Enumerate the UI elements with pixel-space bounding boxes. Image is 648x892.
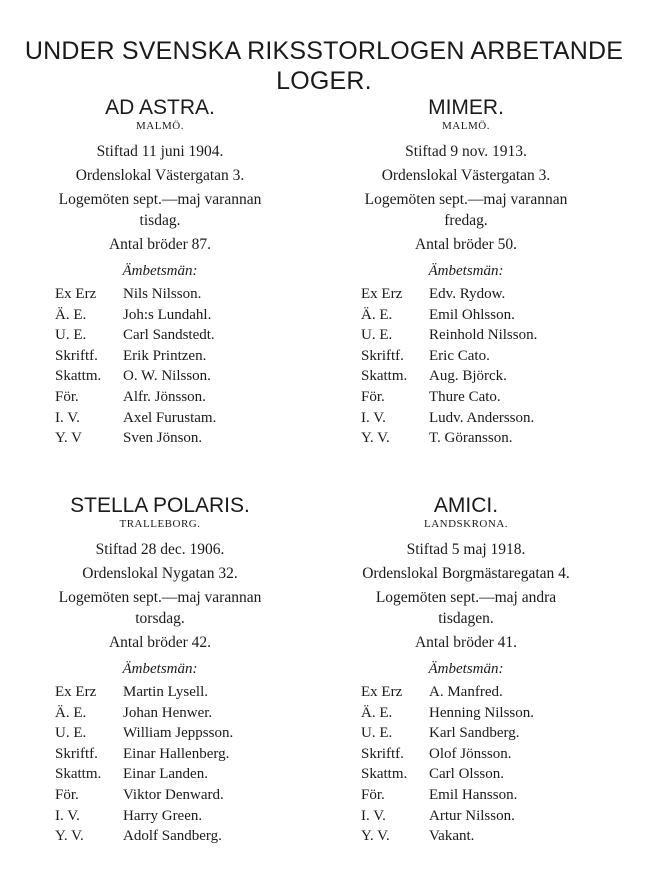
meeting-schedule-line-1: Logemöten sept.—maj varannan — [58, 589, 262, 606]
officer-row — [55, 723, 310, 744]
officer-title: För. — [55, 388, 79, 405]
officer-title: Ä. E. — [361, 306, 393, 323]
officer-title: Ex Erz — [361, 286, 403, 302]
lodge-city: MALMÖ. — [442, 120, 490, 132]
lodge-info — [316, 539, 616, 653]
officer-row — [55, 764, 310, 785]
officer-row — [55, 366, 310, 387]
officer-row — [361, 428, 616, 449]
officer-title: I. V. — [55, 409, 80, 426]
officer-row — [361, 305, 616, 326]
officer-name: Edv. Rydow. — [429, 286, 506, 302]
officer-name: Carl Olsson. — [429, 766, 504, 783]
officer-title: Skattm. — [55, 368, 102, 385]
officer-row — [361, 826, 616, 847]
page-title-line-2: LOGER. — [276, 67, 372, 95]
meeting-schedule-line-1: Logemöten sept.—maj andra — [375, 589, 557, 606]
officer-row — [361, 785, 616, 806]
officers-heading: Ämbetsmän: — [428, 661, 504, 677]
lodge-name: MIMER. — [428, 96, 504, 119]
lodge-info — [316, 141, 616, 255]
meeting-schedule — [10, 587, 310, 629]
officer-title: Ä. E. — [55, 704, 87, 721]
officer-name: Karl Sandberg. — [429, 725, 520, 742]
officer-name: Thure Cato. — [429, 388, 501, 405]
officer-name: Henning Nilsson. — [429, 704, 534, 721]
officer-title: U. E. — [361, 327, 393, 344]
officer-name: Adolf Sandberg. — [123, 828, 222, 845]
member-count: Antal bröder 87. — [108, 236, 211, 253]
officer-title: Y. V. — [361, 430, 390, 447]
officer-title: U. E. — [361, 725, 393, 742]
founded-date: Stiftad 5 maj 1918. — [406, 541, 526, 558]
officer-row — [55, 744, 310, 765]
officer-name: Carl Sandstedt. — [123, 327, 215, 344]
officer-name: O. W. Nilsson. — [123, 368, 211, 385]
officer-name: A. Manfred. — [429, 684, 503, 700]
meeting-schedule-line-2: tisdag. — [139, 212, 181, 229]
officer-name: Erik Printzen. — [123, 347, 207, 364]
officer-title: Skriftf. — [55, 347, 98, 364]
officers-heading: Ämbetsmän: — [122, 661, 198, 677]
officer-title: U. E. — [55, 725, 87, 742]
officer-title: U. E. — [55, 327, 87, 344]
officer-row — [55, 703, 310, 724]
lodge-hall: Ordenslokal Borgmästaregatan 4. — [362, 565, 570, 582]
lodge-info — [10, 539, 310, 653]
lodge-hall: Ordenslokal Västergatan 3. — [75, 167, 245, 184]
lodge-info — [10, 141, 310, 255]
officer-row — [361, 682, 616, 703]
officer-title: Ä. E. — [361, 704, 393, 721]
lodge-entry — [316, 494, 616, 847]
meeting-schedule-line-1: Logemöten sept.—maj varannan — [58, 191, 262, 208]
officer-row — [55, 408, 310, 429]
officer-title: Skattm. — [361, 368, 408, 385]
officer-name: Olof Jönsson. — [429, 745, 512, 762]
officer-title: I. V. — [55, 807, 80, 824]
officer-row — [361, 408, 616, 429]
officer-title: I. V. — [361, 409, 386, 426]
officer-row — [55, 806, 310, 827]
officer-name: Sven Jönson. — [123, 430, 203, 447]
officer-title: Ex Erz — [361, 684, 403, 700]
officer-name: Axel Furustam. — [123, 409, 217, 426]
officer-row — [361, 387, 616, 408]
officer-title: Ex Erz — [55, 286, 97, 302]
lodge-hall: Ordenslokal Nygatan 32. — [82, 565, 238, 582]
officer-list — [361, 682, 616, 847]
officer-title: För. — [55, 786, 79, 803]
officer-title: För. — [361, 388, 385, 405]
officer-title: I. V. — [361, 807, 386, 824]
officer-row — [55, 428, 310, 449]
officer-name: Einar Landen. — [123, 766, 208, 783]
lodge-entry — [10, 494, 310, 847]
officer-name: Nils Nilsson. — [123, 286, 202, 302]
meeting-schedule — [316, 587, 616, 629]
member-count: Antal bröder 41. — [414, 634, 517, 651]
officer-row — [361, 366, 616, 387]
officer-title: För. — [361, 786, 385, 803]
officer-row — [361, 703, 616, 724]
officer-title: Skriftf. — [55, 745, 98, 762]
lodge-hall: Ordenslokal Västergatan 3. — [381, 167, 551, 184]
meeting-schedule — [10, 189, 310, 231]
officer-title: Y. V — [55, 430, 82, 447]
meeting-schedule-line-2: torsdag. — [135, 610, 185, 627]
officer-row — [55, 346, 310, 367]
officer-row — [55, 785, 310, 806]
officer-name: Reinhold Nilsson. — [429, 327, 538, 344]
officer-name: Alfr. Jönsson. — [123, 388, 206, 405]
officer-row — [55, 387, 310, 408]
officer-name: Viktor Denward. — [123, 786, 224, 803]
officer-row — [55, 284, 310, 305]
officer-row — [55, 826, 310, 847]
officer-row — [361, 284, 616, 305]
officer-title: Skattm. — [361, 766, 408, 783]
officer-title: Skriftf. — [361, 745, 404, 762]
officer-title: Skattm. — [55, 766, 102, 783]
page-title-line-1: UNDER SVENSKA RIKSSTORLOGEN ARBETANDE — [24, 37, 624, 65]
officer-name: Harry Green. — [123, 807, 203, 824]
officer-name: Johan Henwer. — [123, 704, 213, 721]
lodge-entry — [10, 96, 310, 449]
officer-name: Eric Cato. — [429, 347, 490, 364]
officer-name: Vakant. — [429, 828, 475, 845]
officer-title: Y. V. — [55, 828, 84, 845]
meeting-schedule — [316, 189, 616, 231]
officer-name: T. Göransson. — [429, 430, 513, 447]
officer-name: Martin Lysell. — [123, 684, 208, 700]
officer-name: Artur Nilsson. — [429, 807, 515, 824]
lodge-entry — [316, 96, 616, 449]
founded-date: Stiftad 11 juni 1904. — [96, 143, 224, 160]
lodge-name: AMICI. — [433, 494, 499, 517]
officer-title: Ex Erz — [55, 684, 97, 700]
officer-row — [361, 346, 616, 367]
officer-title: Skriftf. — [361, 347, 404, 364]
officer-title: Ä. E. — [55, 306, 87, 323]
officer-name: Emil Ohlsson. — [429, 306, 515, 323]
officer-name: Aug. Björck. — [429, 368, 507, 385]
lodge-city: MALMÖ. — [136, 120, 184, 132]
meeting-schedule-line-2: tisdagen. — [438, 610, 494, 627]
officer-title: Y. V. — [361, 828, 390, 845]
officer-row — [361, 723, 616, 744]
meeting-schedule-line-2: fredag. — [444, 212, 488, 229]
officer-row — [361, 764, 616, 785]
officer-row — [55, 305, 310, 326]
officer-row — [361, 806, 616, 827]
member-count: Antal bröder 50. — [414, 236, 517, 253]
founded-date: Stiftad 9 nov. 1913. — [405, 143, 527, 160]
officers-heading: Ämbetsmän: — [122, 263, 198, 279]
officers-heading: Ämbetsmän: — [428, 263, 504, 279]
member-count: Antal bröder 42. — [108, 634, 211, 651]
officer-name: Ludv. Andersson. — [429, 409, 535, 426]
officer-name: Joh:s Lundahl. — [123, 306, 212, 323]
officer-list — [361, 284, 616, 449]
officer-row — [55, 682, 310, 703]
meeting-schedule-line-1: Logemöten sept.—maj varannan — [364, 191, 568, 208]
officer-row — [55, 325, 310, 346]
founded-date: Stiftad 28 dec. 1906. — [95, 541, 225, 558]
officer-list — [55, 682, 310, 847]
lodge-city: LANDSKRONA. — [423, 518, 509, 530]
officer-name: Einar Hallenberg. — [123, 745, 230, 762]
lodge-name: AD ASTRA. — [105, 96, 215, 119]
officer-row — [361, 325, 616, 346]
officer-list — [55, 284, 310, 449]
officer-name: Emil Hansson. — [429, 786, 518, 803]
officer-name: William Jeppsson. — [123, 725, 234, 742]
lodge-city: TRALLEBORG. — [119, 518, 201, 530]
page-title — [0, 36, 648, 96]
lodge-name: STELLA POLARIS. — [70, 494, 250, 517]
officer-row — [361, 744, 616, 765]
